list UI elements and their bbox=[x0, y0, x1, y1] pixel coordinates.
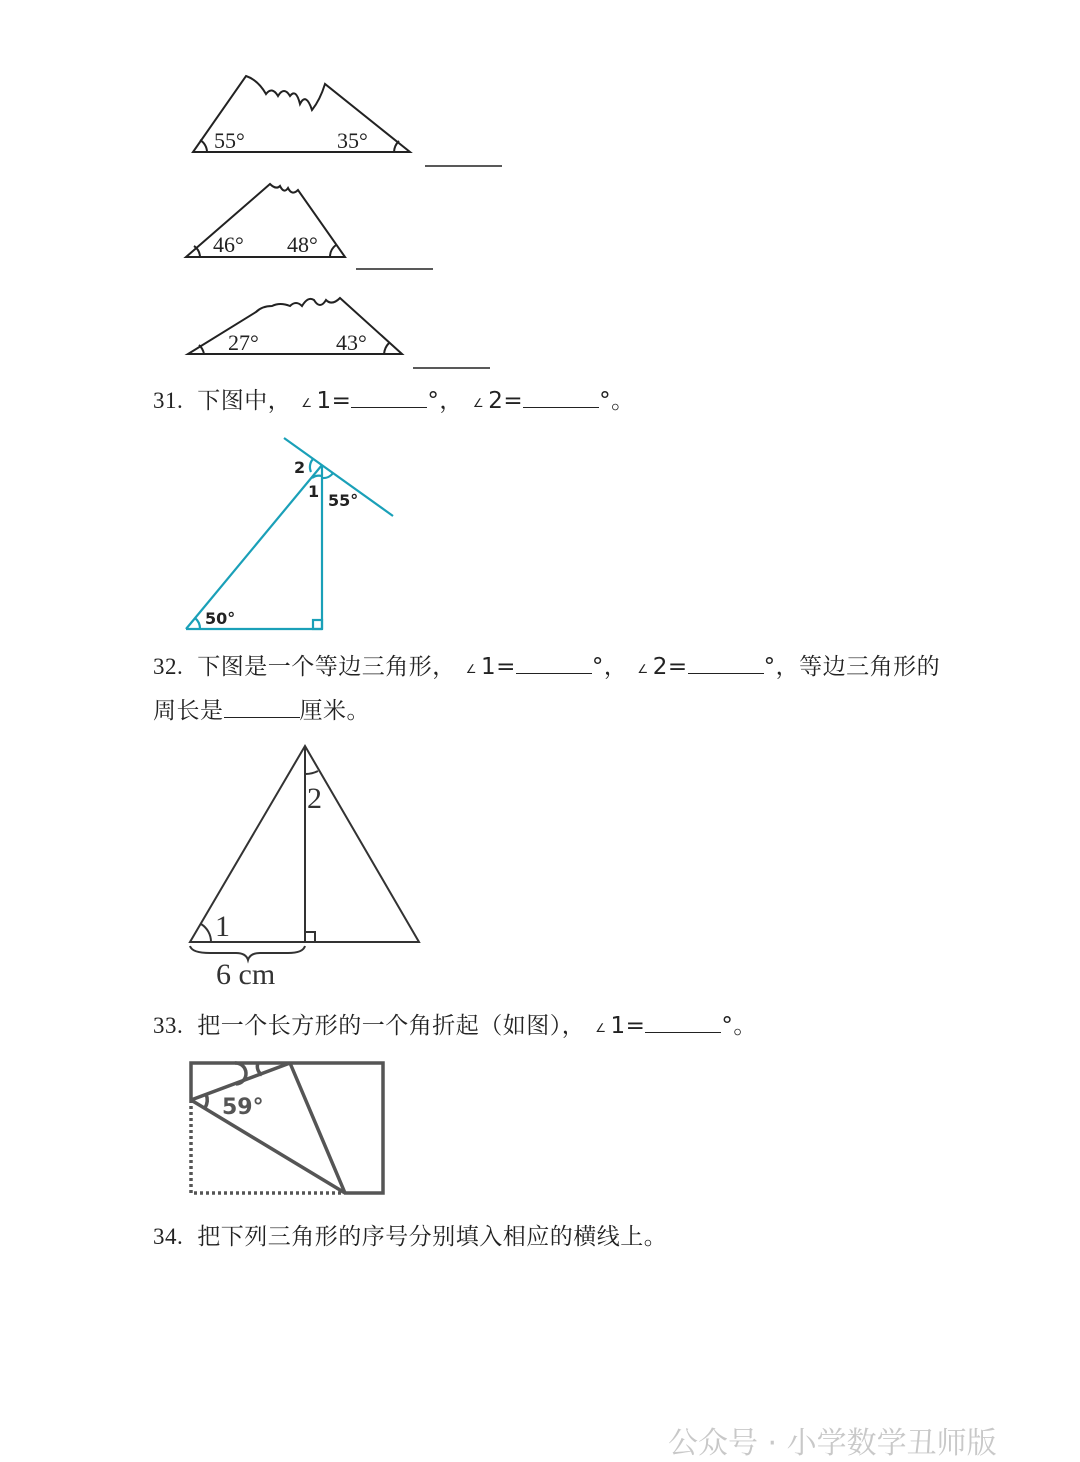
angle-label: 55° bbox=[214, 128, 245, 153]
angle-50-label: 50° bbox=[205, 609, 236, 628]
mountain-triangle-2 bbox=[186, 184, 345, 257]
question-32-line-1 bbox=[153, 648, 940, 681]
angle-1-label: 1 bbox=[215, 910, 230, 943]
answer-blank-angle-2[interactable] bbox=[688, 653, 764, 674]
question-text: 把下列三角形的序号分别填入相应的横线上。 bbox=[197, 1224, 668, 1250]
mountain-triangle-figures bbox=[0, 0, 1080, 380]
question-number: 32. bbox=[153, 654, 184, 679]
question-text: 厘米。 bbox=[299, 698, 370, 724]
question-33 bbox=[153, 1007, 757, 1040]
question-number: 34. bbox=[153, 1224, 184, 1249]
angle-2-label: 2 bbox=[294, 458, 306, 477]
angle-55-label: 55° bbox=[328, 491, 359, 510]
angle-label: 48° bbox=[287, 232, 318, 257]
question-end: °。 bbox=[599, 388, 635, 414]
question-number: 33. bbox=[153, 1013, 184, 1038]
question-text: 把一个长方形的一个角折起（如图）， bbox=[197, 1013, 586, 1039]
angle-label: 46° bbox=[213, 232, 244, 257]
separator: °， bbox=[427, 388, 463, 414]
angle-label: 27° bbox=[228, 330, 259, 355]
angle-label: 35° bbox=[337, 128, 368, 153]
question-text: 下图是一个等边三角形， bbox=[197, 654, 456, 680]
angle-1-label: 1= bbox=[316, 388, 352, 414]
answer-blank-angle-1[interactable] bbox=[351, 387, 427, 408]
angle-1-label: 1= bbox=[610, 1013, 646, 1039]
question-31 bbox=[153, 382, 635, 415]
mountain-triangle-3 bbox=[188, 298, 402, 354]
answer-blank-angle-2[interactable] bbox=[523, 387, 599, 408]
angle-symbol: ∠ bbox=[637, 662, 649, 676]
angle-symbol: ∠ bbox=[595, 1021, 607, 1035]
question-text: 下图中， bbox=[197, 388, 292, 414]
question-34 bbox=[153, 1218, 667, 1251]
angle-2-label: 2 bbox=[307, 782, 322, 815]
angle-1-label: 1= bbox=[481, 654, 516, 680]
question-number: 31. bbox=[153, 388, 184, 413]
question-32-line-2 bbox=[153, 692, 370, 725]
watermark: 公众号 · 小学数学丑师版 bbox=[668, 1426, 997, 1461]
answer-blank-perimeter[interactable] bbox=[224, 697, 300, 718]
base-length-label: 6 cm bbox=[216, 958, 276, 991]
question-end: °。 bbox=[721, 1013, 757, 1039]
answer-blank-angle-1[interactable] bbox=[645, 1012, 721, 1033]
angle-1-label: 1 bbox=[308, 482, 320, 501]
angle-symbol: ∠ bbox=[465, 662, 478, 676]
angle-2-label: 2= bbox=[652, 654, 688, 680]
question-text: °，等边三角形的 bbox=[763, 654, 941, 680]
angle-59-label: 59° bbox=[222, 1095, 264, 1120]
angle-label: 43° bbox=[336, 330, 367, 355]
answer-blank-angle-1[interactable] bbox=[516, 653, 592, 674]
angle-symbol: ∠ bbox=[301, 396, 313, 410]
angle-2-label: 2= bbox=[488, 388, 524, 414]
separator: °， bbox=[591, 654, 628, 680]
angle-symbol: ∠ bbox=[472, 396, 485, 410]
question-text: 周长是 bbox=[153, 698, 224, 724]
